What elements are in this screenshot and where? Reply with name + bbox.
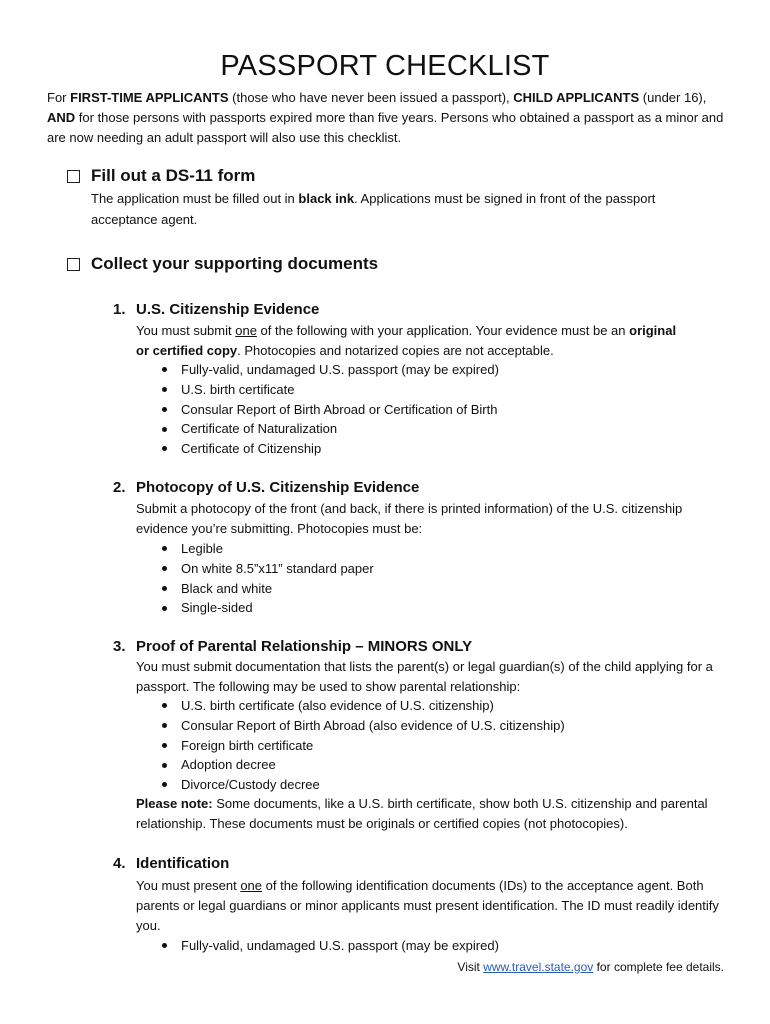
bullet-icon bbox=[162, 446, 167, 451]
intro-text: For bbox=[47, 90, 71, 105]
checklist-item-ds11 bbox=[67, 166, 255, 186]
section-number: 1. bbox=[113, 301, 126, 318]
bullet-icon bbox=[162, 427, 167, 432]
body-bold: or certified copy bbox=[136, 343, 238, 358]
intro-paragraph bbox=[47, 88, 727, 148]
list-item-text: Divorce/Custody decree bbox=[181, 777, 320, 792]
bullet-list-parental bbox=[136, 696, 565, 795]
desc-text: . Applications must be signed in front of the passport acceptance agent. bbox=[91, 191, 656, 227]
section-number: 4. bbox=[113, 855, 126, 872]
list-item bbox=[136, 360, 499, 380]
section-title: Identification bbox=[136, 855, 230, 872]
list-item bbox=[136, 579, 374, 599]
body-text: of the following identification documents (IDs) to the acceptance agent. Both parents or legal guardians or minor applicants must present identification. The ID must readily identify you. bbox=[136, 878, 719, 933]
page-title: PASSPORT CHECKLIST bbox=[220, 50, 550, 82]
ds11-checkbox[interactable] bbox=[67, 170, 80, 183]
body-underline: one bbox=[240, 878, 263, 893]
list-item bbox=[136, 716, 565, 736]
body-text: You must submit bbox=[136, 323, 236, 338]
bullet-icon bbox=[162, 606, 167, 611]
list-item-text: Single-sided bbox=[181, 600, 253, 616]
bullet-icon bbox=[162, 782, 167, 787]
list-item bbox=[136, 559, 374, 579]
bullet-list-identification bbox=[136, 936, 499, 956]
list-item-text: Black and white bbox=[181, 580, 273, 596]
section-body bbox=[136, 876, 736, 936]
travel-state-gov-link[interactable]: www.travel.state.gov bbox=[483, 960, 594, 974]
footer-text: Visit bbox=[457, 960, 484, 974]
section-body: You must submit documentation that lists the parent(s) or legal guardian(s) of the child applying for a passport. The following may be used to show parental relationship: bbox=[136, 659, 713, 694]
list-item-text: On white 8.5”x11” standard paper bbox=[181, 560, 374, 576]
footer-text: for complete fee details. bbox=[593, 960, 724, 974]
body-text: You must present bbox=[136, 878, 241, 893]
list-item-text: U.S. birth certificate (also evidence of U.S. citizenship) bbox=[181, 698, 494, 713]
body-text: . Photocopies and notarized copies are not acceptable. bbox=[237, 343, 554, 358]
bullet-icon bbox=[162, 703, 167, 708]
list-item bbox=[136, 400, 499, 420]
bullet-icon bbox=[162, 943, 167, 948]
bullet-icon bbox=[162, 566, 167, 571]
list-item-text: U.S. birth certificate bbox=[181, 381, 295, 397]
list-item bbox=[136, 539, 374, 559]
bullet-list-citizenship bbox=[136, 360, 499, 459]
bullet-icon bbox=[162, 546, 167, 551]
body-bold: original bbox=[629, 323, 677, 338]
desc-text: The application must be filled out in bbox=[91, 191, 299, 206]
list-item-text: Certificate of Citizenship bbox=[181, 441, 322, 456]
bullet-icon bbox=[162, 763, 167, 768]
section-heading-parental bbox=[113, 638, 472, 655]
checklist-item-title: Collect your supporting documents bbox=[91, 254, 379, 273]
note-label: Please note: bbox=[136, 796, 213, 811]
list-item-text: Fully-valid, undamaged U.S. passport (may be expired) bbox=[181, 362, 499, 377]
list-item bbox=[136, 380, 499, 400]
section-body: Submit a photocopy of the front (and back, if there is printed information) of the U.S. citizenship evidence you’re submitting. Photocopies must be: bbox=[136, 501, 683, 536]
list-item-text: Consular Report of Birth Abroad (also evidence of U.S. citizenship) bbox=[181, 717, 565, 733]
intro-bold: AND bbox=[47, 110, 76, 125]
footer-note bbox=[457, 960, 724, 974]
checklist-item-description bbox=[91, 188, 711, 230]
list-item-text: Certificate of Naturalization bbox=[181, 421, 338, 437]
list-item bbox=[136, 936, 499, 956]
list-item bbox=[136, 736, 565, 756]
note-text: Some documents, like a U.S. birth certificate, show both U.S. citizenship and parental relationship. These documents must be originals or certified copies (not photocopies). bbox=[136, 796, 708, 831]
checklist-item-documents bbox=[67, 254, 378, 274]
bullet-icon bbox=[162, 586, 167, 591]
section-title: Proof of Parental Relationship – MINORS ONLY bbox=[136, 638, 473, 655]
bullet-list-photocopy bbox=[136, 539, 374, 618]
body-underline: one bbox=[235, 323, 257, 338]
list-item bbox=[136, 598, 374, 618]
section-heading-citizenship bbox=[113, 301, 319, 318]
list-item bbox=[136, 419, 499, 439]
section-heading-photocopy bbox=[113, 479, 419, 496]
documents-checkbox[interactable] bbox=[67, 258, 80, 271]
bullet-icon bbox=[162, 367, 167, 372]
section-body bbox=[136, 321, 736, 361]
list-item-text: Legible bbox=[181, 541, 223, 556]
bullet-icon bbox=[162, 723, 167, 728]
intro-text: for those persons with passports expired more than five years. Persons who obtained a passport as a minor and are now needing an adult passport will also use this checklist. bbox=[47, 110, 724, 145]
list-item-text: Foreign birth certificate bbox=[181, 737, 314, 753]
intro-text: (under 16), bbox=[639, 90, 707, 105]
desc-bold: black ink bbox=[298, 191, 355, 206]
list-item-text: Consular Report of Birth Abroad or Certification of Birth bbox=[181, 401, 498, 417]
bullet-icon bbox=[162, 743, 167, 748]
checklist-item-title: Fill out a DS-11 form bbox=[91, 166, 256, 185]
list-item-text: Fully-valid, undamaged U.S. passport (may be expired) bbox=[181, 938, 499, 953]
list-item-text: Adoption decree bbox=[181, 757, 276, 773]
bullet-icon bbox=[162, 387, 167, 392]
intro-bold: FIRST-TIME APPLICANTS bbox=[70, 90, 229, 105]
list-item bbox=[136, 775, 565, 795]
list-item bbox=[136, 696, 565, 716]
bullet-icon bbox=[162, 407, 167, 412]
section-heading-identification bbox=[113, 855, 229, 872]
body-text: of the following with your application. Your evidence must be an bbox=[256, 323, 630, 338]
section-title: Photocopy of U.S. Citizenship Evidence bbox=[136, 479, 420, 496]
section-title: U.S. Citizenship Evidence bbox=[136, 301, 320, 318]
intro-text: (those who have never been issued a passport), bbox=[228, 90, 514, 105]
list-item bbox=[136, 439, 499, 459]
intro-bold: CHILD APPLICANTS bbox=[513, 90, 640, 105]
list-item bbox=[136, 755, 565, 775]
section-number: 3. bbox=[113, 638, 126, 655]
please-note bbox=[136, 794, 736, 834]
section-number: 2. bbox=[113, 479, 126, 496]
